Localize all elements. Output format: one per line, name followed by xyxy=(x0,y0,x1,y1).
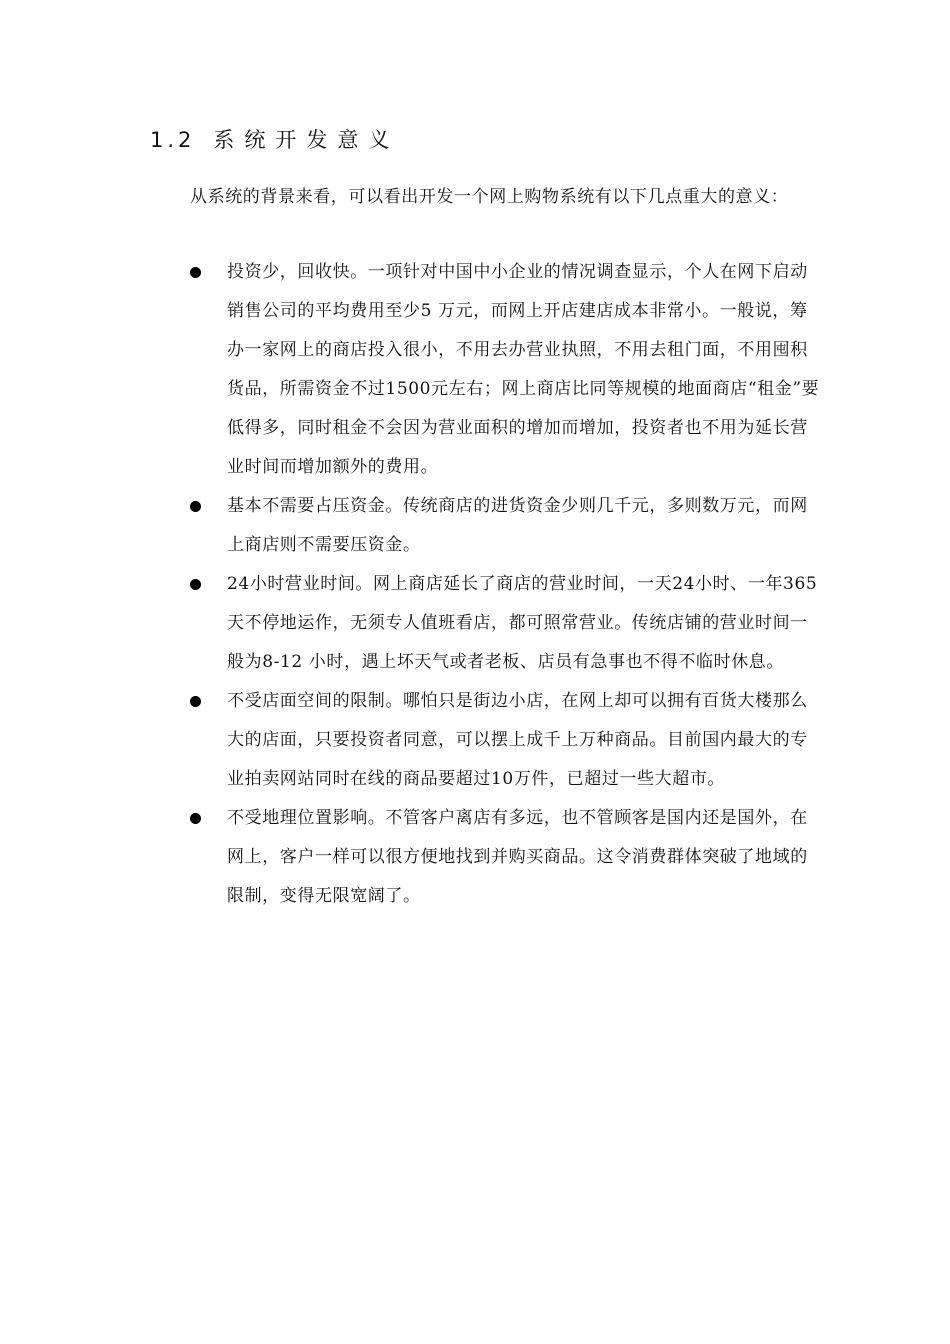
bullet-icon xyxy=(190,813,201,824)
list-item-text: 24小时营业时间。网上商店延长了商店的营业时间，一天24小时、一年365 天不停地运作，无须专人值班看店，都可照常营业。传统店铺的营业时间一般为8-12 小时，遇上坏天气或者老板、店员有急事也不得不临时休息。 xyxy=(227,574,818,672)
list-item-text: 不受地理位置影响。不管客户离店有多远，也不管顾客是国内还是国外，在网上，客户一样可以很方便地找到并购买商品。这令消费群体突破了地域的限制，变得无限宽阔了。 xyxy=(227,808,808,906)
section-number: 1.2 xyxy=(150,128,196,152)
section-title: 系统开发意义 xyxy=(213,128,400,152)
list-item xyxy=(186,682,822,799)
bullet-icon xyxy=(190,267,201,278)
list-item-text: 投资少，回收快。一项针对中国中小企业的情况调查显示，个人在网下启动销售公司的平均费用至少5 万元，而网上开店建店成本非常小。一般说，筹办一家网上的商店投入很小，不用去办营业执照，不用去租门面，不用囤积货品，所需资金不过1500元左右；网上商店比同等规模的地面商店“租金”要低得多，同时租金不会因为营业面积的增加而增加，投资者也不用为延长营业时间而增加额外的费用。 xyxy=(227,262,820,477)
list-item xyxy=(186,799,822,916)
bullet-icon xyxy=(190,501,201,512)
bullet-icon xyxy=(190,579,201,590)
list-item xyxy=(186,565,822,682)
intro-paragraph: 从系统的背景来看，可以看出开发一个网上购物系统有以下几点重大的意义： xyxy=(190,187,789,207)
list-item-text: 基本不需要占压资金。传统商店的进货资金少则几千元，多则数万元，而网上商店则不需要压资金。 xyxy=(227,496,808,555)
section-heading xyxy=(150,124,399,156)
list-item-text: 不受店面空间的限制。哪怕只是街边小店，在网上却可以拥有百货大楼那么大的店面，只要投资者同意，可以摆上成千上万种商品。目前国内最大的专业拍卖网站同时在线的商品要超过10万件，已超过一些大超市。 xyxy=(227,691,808,789)
benefits-list xyxy=(186,253,822,916)
bullet-icon xyxy=(190,696,201,707)
list-item xyxy=(186,253,822,487)
list-item xyxy=(186,487,822,565)
